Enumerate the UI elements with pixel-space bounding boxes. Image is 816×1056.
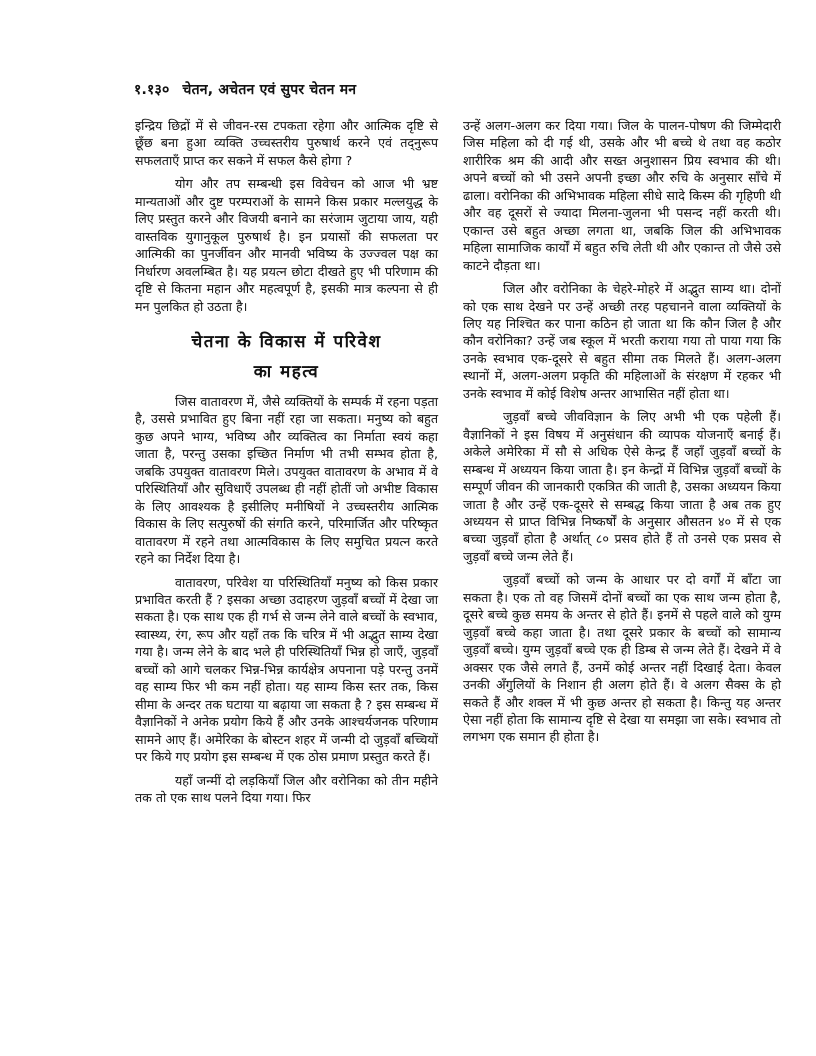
section-heading-line-1: चेतना के विकास में परिवेश xyxy=(191,331,382,352)
section-heading xyxy=(135,327,438,387)
paragraph: वातावरण, परिवेश या परिस्थितियाँ मनुष्य को किस प्रकार प्रभावित करती हैं ? इसका अच्छा उदाहरण जुड़वाँ बच्चों में देखा जा सकता है। एक साथ एक ही गर्भ से जन्म लेने वाले बच्चों के स्वभाव, स्वास्थ्य, रंग, रूप और यहाँ तक कि चरित्र में भी अद्भुत साम्य देखा गया है। जन्म लेने के बाद भले ही परिस्थितियाँ भिन्न हो जाएँ, जुड़वाँ बच्चों को आगे चलकर भिन्न-भिन्न कार्यक्षेत्र अपनाना पड़े परन्तु उनमें वह साम्य फिर भी कम नहीं होता। यह साम्य किस स्तर तक, किस सीमा के अन्दर तक घटाया या बढ़ाया जा सकता है ? इस सम्बन्ध में वैज्ञानिकों ने अनेक प्रयोग किये हैं और उनके आश्चर्यजनक परिणाम सामने आए हैं। अमेरिका के बोस्टन शहर में जन्मी दो जुड़वाँ बच्चियों पर किये गए प्रयोग इस सम्बन्ध में एक ठोस प्रमाण प्रस्तुत करते हैं। xyxy=(135,574,438,765)
book-title: चेतन, अचेतन एवं सुपर चेतन मन xyxy=(182,82,357,98)
section-heading-line-2: का महत्व xyxy=(253,361,320,382)
paragraph: जुड़वाँ बच्चे जीवविज्ञान के लिए अभी भी एक पहेली हैं। वैज्ञानिकों ने इस विषय में अनुसंधान की व्यापक योजनाएँ बनाई हैं। अकेले अमेरिका में सौ से अधिक ऐसे केन्द्र हैं जहाँ जुड़वाँ बच्चों के सम्बन्ध में अध्ययन किया जाता है। इन केन्द्रों में विभिन्न जुड़वाँ बच्चों के सम्पूर्ण जीवन की जानकारी एकत्रित की जाती है, उसका अध्ययन किया जाता है और उन्हें एक-दूसरे से सम्बद्ध किया जाता है अब तक हुए अध्ययन से प्राप्त विभिन्न निष्कर्षों के अनुसार औसतन ४० में से एक बच्चा जुड़वाँ होता है अर्थात् ८० प्रसव होते हैं तो उनसे एक प्रसव से जुड़वाँ बच्चे जन्म लेते हैं। xyxy=(463,409,781,564)
page-header xyxy=(134,80,356,99)
paragraph: उन्हें अलग-अलग कर दिया गया। जिल के पालन-पोषण की जिम्मेदारी जिस महिला को दी गई थी, उसके और भी बच्चे थे तथा वह कठोर शारीरिक श्रम की आदी और सख्त अनुशासन प्रिय स्वभाव की थी। अपने बच्चों को भी उसने अपनी इच्छा और रुचि के अनुसार साँचे में ढाला। वरोनिका की अभिभावक महिला सीधे सादे किस्म की गृहिणी थी और वह दूसरों से ज्यादा मिलना-जुलना भी पसन्द नहीं करती थी। एकान्त उसे बहुत अच्छा लगता था, जबकि जिल की अभिभावक महिला सामाजिक कार्यों में बहुत रुचि लेती थी और एकान्त तो जैसे उसे काटने दौड़ता था। xyxy=(463,118,781,273)
paragraph: इन्द्रिय छिद्रों में से जीवन-रस टपकता रहेगा और आत्मिक दृष्टि से छूँछ बना हुआ व्यक्ति उच्चस्तरीय पुरुषार्थ करने एवं तद्नुरूप सफलताएँ प्राप्त कर सकने में सफल कैसे होगा ? xyxy=(135,118,438,168)
page-number: १.१३० xyxy=(134,82,170,98)
left-column xyxy=(135,117,438,812)
paragraph: जिस वातावरण में, जैसे व्यक्तियों के सम्पर्क में रहना पड़ता है, उससे प्रभावित हुए बिना नहीं रहा जा सकता। मनुष्य को बहुत कुछ अपने भाग्य, भविष्य और व्यक्तित्व का निर्माता स्वयं कहा जाता है, परन्तु उसका इच्छित निर्माण भी तभी सम्भव होता है, जबकि उपयुक्त वातावरण मिले। उपयुक्त वातावरण के अभाव में वे परिस्थितियाँ और सुविधाएँ उपलब्ध ही नहीं होतीं जो अभीष्ट विकास के लिए आवश्यक है इसीलिए मनीषियों ने उच्चस्तरीय आत्मिक विकास के लिए सत्पुरुषों की संगति करने, परिमार्जित और परिष्कृत वातावरण में रहने तथा आत्मविकास के लिए समुचित प्रयत्न करते रहने का निर्देश दिया है। xyxy=(135,393,438,567)
paragraph: जुड़वाँ बच्चों को जन्म के आधार पर दो वर्गों में बाँटा जा सकता है। एक तो वह जिसमें दोनों बच्चों का एक साथ जन्म होता है, दूसरे बच्चे कुछ समय के अन्तर से होते हैं। इनमें से पहले वाले को युग्म जुड़वाँ बच्चे कहा जाता है। तथा दूसरे प्रकार के बच्चों को सामान्य जुड़वाँ बच्चे। युग्म जुड़वाँ बच्चे एक ही डिम्ब से जन्म लेते हैं। देखने में वे अक्सर एक जैसे लगते हैं, उनमें कोई अन्तर नहीं दिखाई देता। केवल उनकी अँगुलियों के निशान ही अलग होते हैं। वे अलग सैक्स के हो सकते हैं और शक्ल में भी कुछ अन्तर हो सकता है। किन्तु यह अन्तर ऐसा नहीं होता कि सामान्य दृष्टि से देखा या समझा जा सके। स्वभाव तो लगभग एक समान ही होता है। xyxy=(463,572,781,745)
right-column xyxy=(463,117,781,752)
paragraph: जिल और वरोनिका के चेहरे-मोहरे में अद्भुत साम्य था। दोनों को एक साथ देखने पर उन्हें अच्छी तरह पहचानने वाला व्यक्तियों के लिए यह निश्चित कर पाना कठिन हो जाता था कि कौन जिल है और कौन वरोनिका? उन्हें जब स्कूल में भरती कराया गया तो पाया गया कि उनके स्वभाव एक-दूसरे से बहुत सीमा तक मिलते हैं। अलग-अलग स्थानों में, अलग-अलग प्रकृति की महिलाओं के संरक्षण में रहकर भी उनके स्वभाव में कोई विशेष अन्तर आभासित नहीं होता था। xyxy=(463,281,781,401)
paragraph: यहाँ जन्मीं दो लड़कियाँ जिल और वरोनिका को तीन महीने तक तो एक साथ पलने दिया गया। फिर xyxy=(135,772,438,805)
paragraph: योग और तप सम्बन्धी इस विवेचन को आज भी भ्रष्ट मान्यताओं और दुष्ट परम्पराओं के सामने किस प्रकार मल्लयुद्ध के लिए प्रस्तुत करने और विजयी बनाने का सरंजाम जुटाया जाय, यही वास्तविक युगानुकूल पुरुषार्थ है। इन प्रयासों की सफलता पर आत्मिकी का पुनर्जीवन और मानवी भविष्य के उज्ज्वल पक्ष का निर्धारण अवलम्बित है। यह प्रयत्न छोटा दीखते हुए भी परिणाम की दृष्टि से कितना महान और महत्वपूर्ण है, इसकी मात्र कल्पना से ही मन पुलकित हो उठता है। xyxy=(135,176,438,314)
